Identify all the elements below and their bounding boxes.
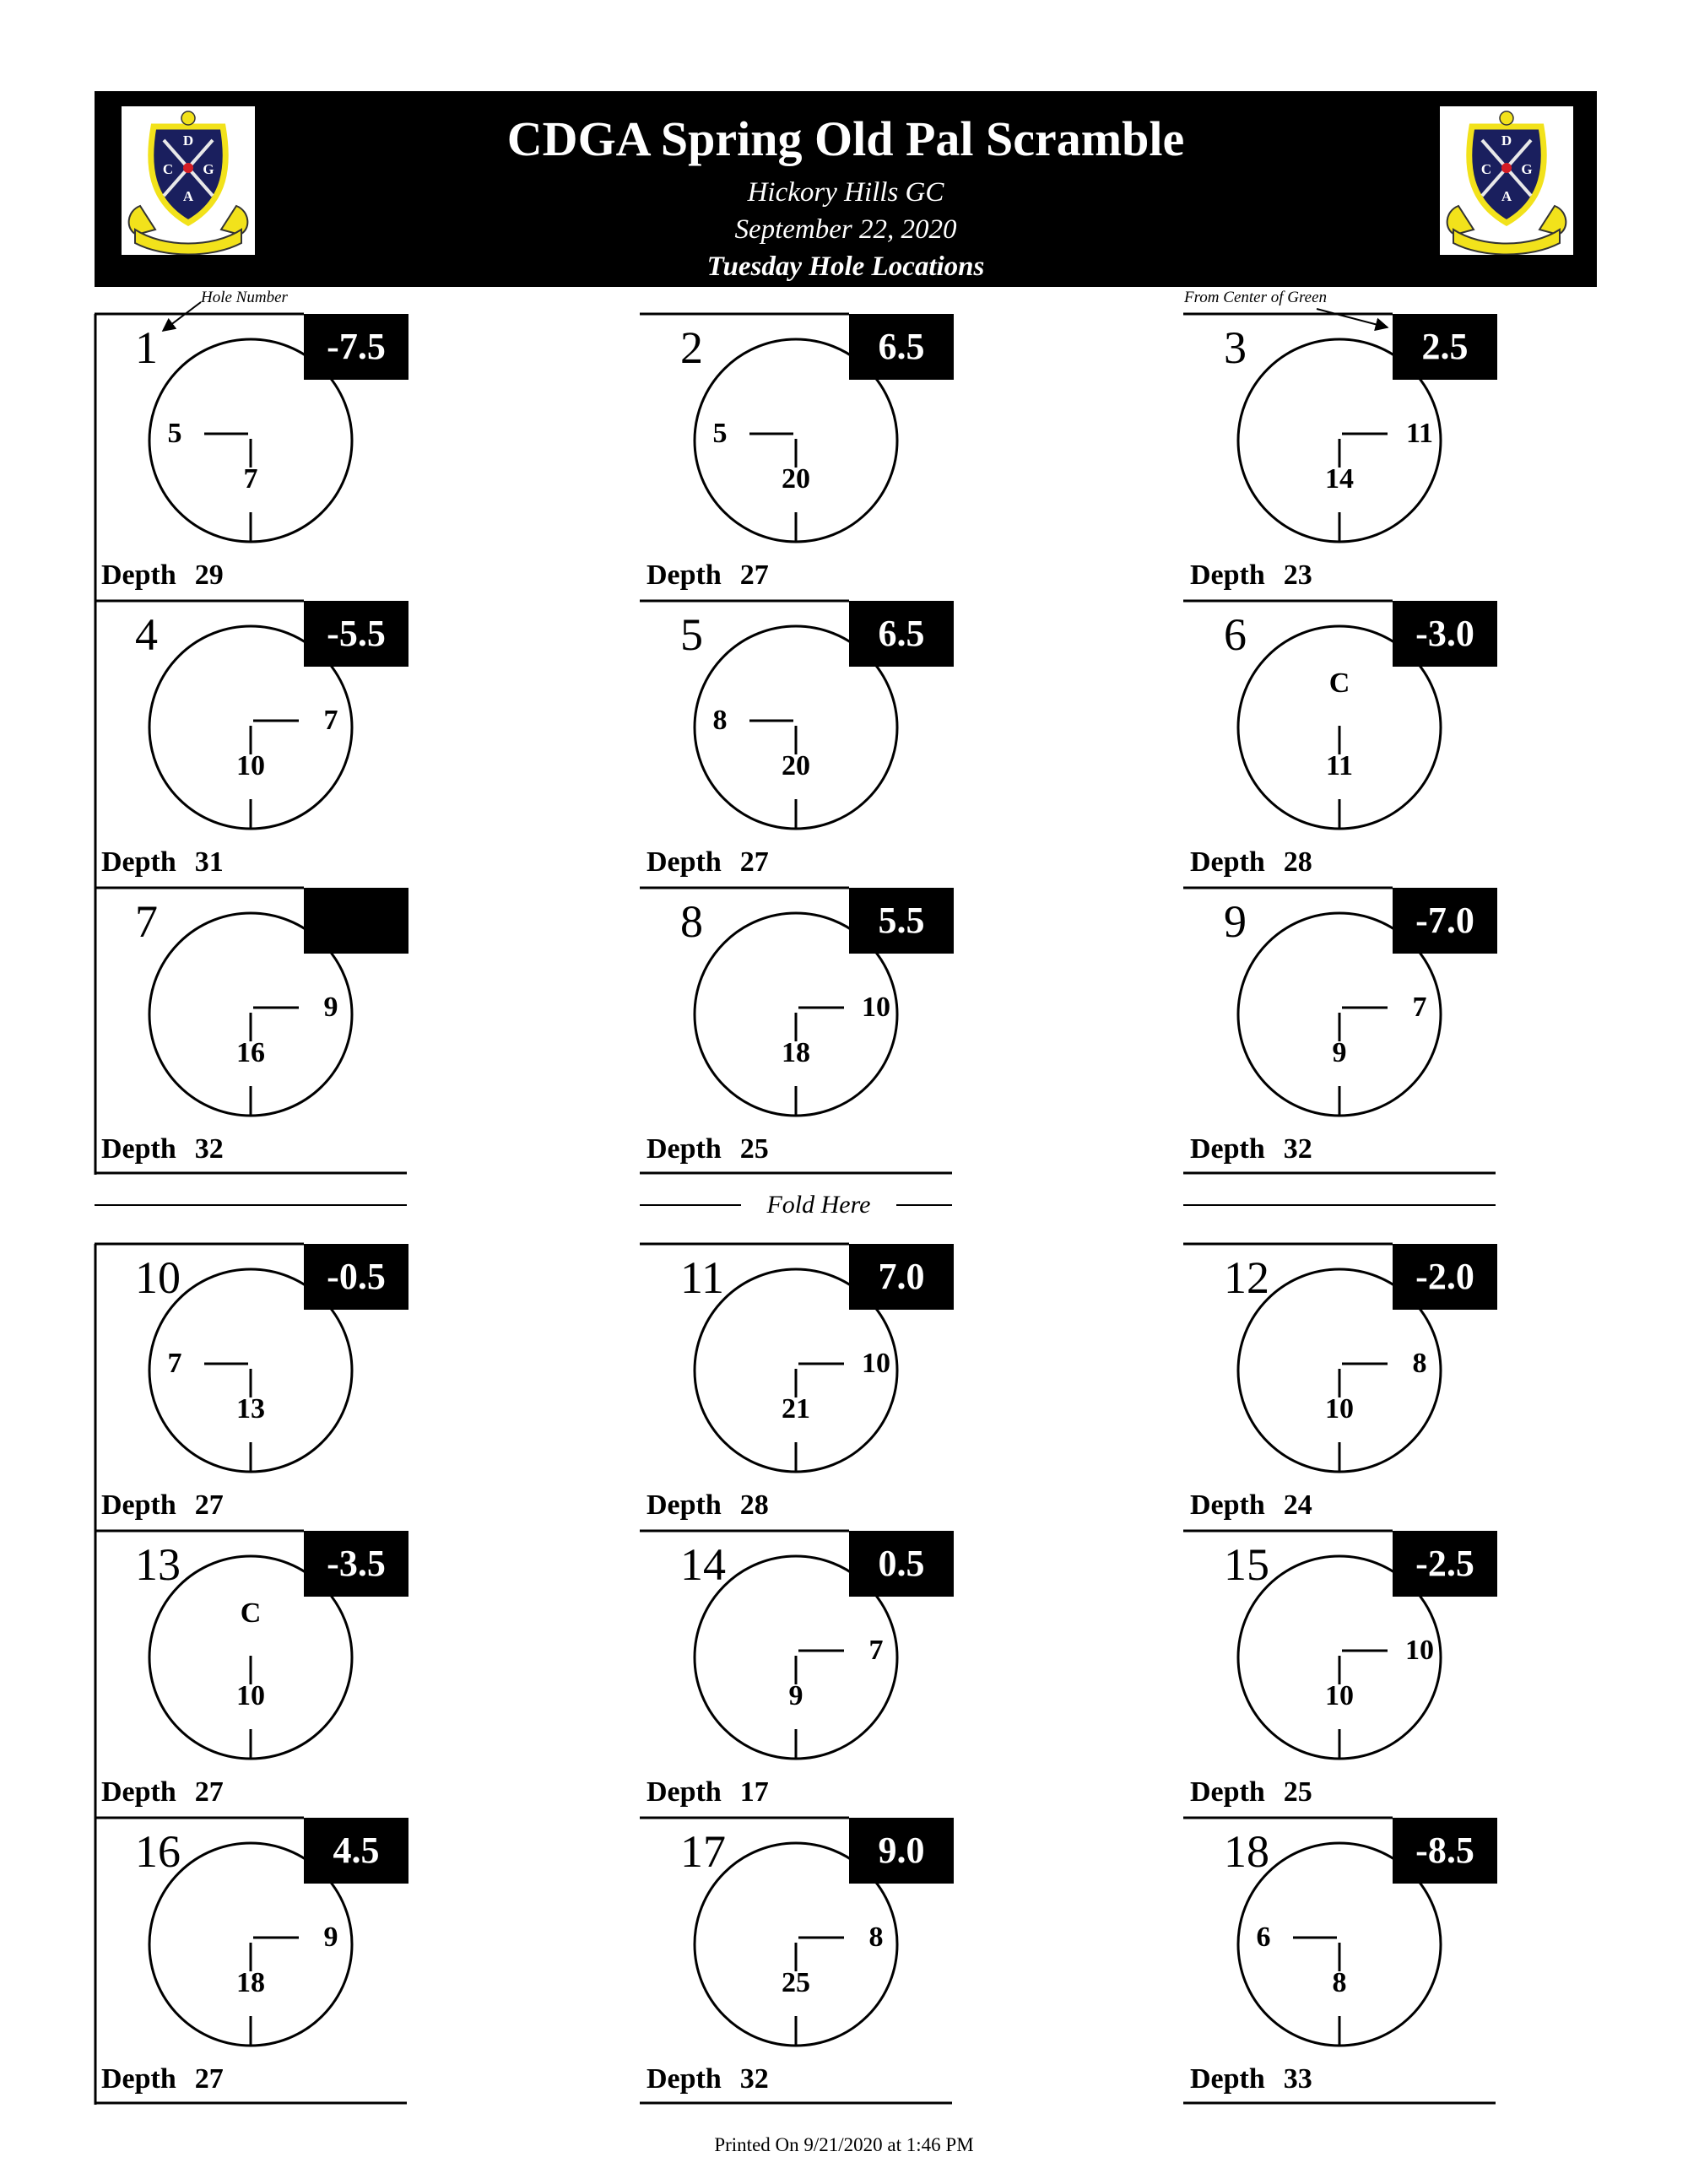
pin-down-value: 10 <box>236 1680 265 1711</box>
hole-number: 13 <box>135 1539 181 1590</box>
yardage-box: -8.5 <box>1393 1818 1497 1884</box>
hole-number: 11 <box>680 1252 724 1303</box>
depth-value: 27 <box>194 2063 224 2095</box>
hole-card <box>95 888 407 1175</box>
hole-number: 1 <box>135 322 158 373</box>
yardage-box: -3.5 <box>304 1531 408 1597</box>
yardage-box: 0.5 <box>849 1531 954 1597</box>
hole-number: 7 <box>135 896 158 947</box>
yardage-box: 9.0 <box>849 1818 954 1884</box>
depth-label: Depth <box>647 1489 722 1521</box>
yardage-box: 2.5 <box>1393 314 1497 380</box>
hole-number: 10 <box>135 1252 181 1303</box>
depth-value: 32 <box>1283 1133 1312 1165</box>
hole-card <box>1183 1818 1496 2105</box>
hole-number: 17 <box>680 1826 726 1877</box>
pin-side-value: 9 <box>323 992 338 1023</box>
hole-number: 15 <box>1224 1539 1269 1590</box>
depth-row <box>1190 1133 1312 1166</box>
depth-row <box>647 559 769 592</box>
yardage-box: 5.5 <box>849 888 954 954</box>
pin-down-value: 9 <box>1332 1037 1347 1068</box>
pin-side-value: 7 <box>167 1348 182 1379</box>
pin-down-value: 20 <box>782 463 810 495</box>
pin-side-value: C <box>240 1597 262 1629</box>
yardage-box: 6.5 <box>849 601 954 667</box>
depth-label: Depth <box>1190 560 1265 591</box>
hole-number: 5 <box>680 609 703 660</box>
hole-card <box>640 1818 952 2105</box>
hole-number: 3 <box>1224 322 1247 373</box>
event-date: September 22, 2020 <box>734 214 957 245</box>
page-subtitle: Tuesday Hole Locations <box>706 251 985 282</box>
depth-row <box>101 2062 224 2096</box>
pin-side-value: 5 <box>167 418 182 449</box>
yardage-box: 6.5 <box>849 314 954 380</box>
hole-number: 8 <box>680 896 703 947</box>
depth-label: Depth <box>101 1133 176 1165</box>
pin-down-value: 16 <box>236 1037 265 1068</box>
hole-card <box>640 601 952 888</box>
course-name: Hickory Hills GC <box>747 177 944 208</box>
depth-label: Depth <box>1190 1133 1265 1165</box>
hole-number: 4 <box>135 609 158 660</box>
hole-card <box>640 888 952 1175</box>
depth-label: Depth <box>1190 846 1265 878</box>
depth-label: Depth <box>101 2063 176 2095</box>
depth-value: 33 <box>1283 2063 1312 2095</box>
pin-down-value: 11 <box>1325 750 1354 781</box>
pin-side-value: 8 <box>712 705 728 736</box>
yardage-box: 4.5 <box>304 1818 408 1884</box>
yardage-box: -5.5 <box>304 601 408 667</box>
depth-label: Depth <box>101 560 176 591</box>
fold-here-label: Fold Here <box>766 1191 871 1219</box>
pin-side-value: 10 <box>862 992 890 1023</box>
depth-label: Depth <box>647 1133 722 1165</box>
hole-number: 16 <box>135 1826 181 1877</box>
hole-number: 6 <box>1224 609 1247 660</box>
pin-side-value: 11 <box>1405 418 1434 449</box>
depth-row <box>101 1489 224 1522</box>
hole-number: 18 <box>1224 1826 1269 1877</box>
depth-value: 31 <box>194 846 224 878</box>
yardage-box: 7.0 <box>849 1244 954 1310</box>
depth-value: 32 <box>194 1133 224 1165</box>
pin-side-value: 10 <box>862 1348 890 1379</box>
from-center-note: From Center of Green <box>1184 289 1328 306</box>
yardage-box: -7.0 <box>1393 888 1497 954</box>
svg-text:G: G <box>1521 161 1533 177</box>
depth-row <box>101 559 224 592</box>
svg-text:A: A <box>182 188 194 204</box>
depth-value: 27 <box>739 846 769 878</box>
page-title: CDGA Spring Old Pal Scramble <box>506 111 1185 166</box>
depth-label: Depth <box>101 846 176 878</box>
pin-side-value: 7 <box>868 1635 884 1666</box>
depth-value: 24 <box>1283 1489 1312 1521</box>
svg-text:G: G <box>203 161 214 177</box>
yardage-box: -7.5 <box>304 314 408 380</box>
hole-number: 12 <box>1224 1252 1269 1303</box>
svg-text:A: A <box>1501 188 1512 204</box>
svg-text:C: C <box>162 161 174 177</box>
depth-row <box>647 2062 769 2096</box>
depth-row <box>1190 559 1312 592</box>
pin-side-value: 9 <box>323 1922 338 1953</box>
pin-down-value: 8 <box>1332 1967 1347 1998</box>
depth-value: 17 <box>739 1776 769 1808</box>
pin-down-value: 20 <box>782 750 810 781</box>
hole-card <box>1183 888 1496 1175</box>
depth-label: Depth <box>647 560 722 591</box>
hole-card <box>640 1531 952 1818</box>
depth-row <box>647 1133 769 1166</box>
depth-row <box>1190 2062 1312 2096</box>
hole-number: 9 <box>1224 896 1247 947</box>
hole-card <box>95 601 407 888</box>
yardage-box: -3.0 <box>1393 601 1497 667</box>
hole-card <box>1183 1531 1496 1818</box>
pin-side-value: 8 <box>1412 1348 1427 1379</box>
depth-value: 28 <box>739 1489 769 1521</box>
depth-label: Depth <box>1190 2063 1265 2095</box>
depth-row <box>1190 846 1312 879</box>
pin-down-value: 10 <box>236 750 265 781</box>
depth-label: Depth <box>647 1776 722 1808</box>
svg-text:D: D <box>182 132 194 149</box>
pin-down-value: 18 <box>782 1037 810 1068</box>
depth-value: 32 <box>739 2063 769 2095</box>
svg-text:D: D <box>1501 132 1512 149</box>
pin-down-value: 13 <box>236 1393 265 1424</box>
depth-row <box>101 1133 224 1166</box>
depth-label: Depth <box>647 846 722 878</box>
hole-card <box>95 314 407 601</box>
pin-down-value: 10 <box>1325 1393 1354 1424</box>
depth-label: Depth <box>1190 1489 1265 1521</box>
depth-row <box>1190 1776 1312 1809</box>
depth-row <box>647 1776 769 1809</box>
hole-card <box>1183 314 1496 601</box>
pin-down-value: 14 <box>1325 463 1354 495</box>
hole-card <box>640 314 952 601</box>
pin-down-value: 21 <box>782 1393 810 1424</box>
depth-value: 27 <box>194 1776 224 1808</box>
yardage-box <box>304 888 408 954</box>
depth-label: Depth <box>101 1489 176 1521</box>
hole-card <box>95 1531 407 1818</box>
depth-value: 27 <box>739 560 769 591</box>
hole-number: 2 <box>680 322 703 373</box>
yardage-box: -2.5 <box>1393 1531 1497 1597</box>
depth-row <box>647 846 769 879</box>
pin-side-value: 5 <box>712 418 728 449</box>
depth-value: 27 <box>194 1489 224 1521</box>
depth-label: Depth <box>1190 1776 1265 1808</box>
depth-label: Depth <box>101 1776 176 1808</box>
pin-down-value: 10 <box>1325 1680 1354 1711</box>
pin-side-value: 6 <box>1256 1922 1271 1953</box>
pin-side-value: 8 <box>868 1922 884 1953</box>
depth-value: 25 <box>1283 1776 1312 1808</box>
depth-value: 23 <box>1283 560 1312 591</box>
printed-on-footer: Printed On 9/21/2020 at 1:46 PM <box>714 2134 974 2155</box>
yardage-box: -0.5 <box>304 1244 408 1310</box>
depth-row <box>101 1776 224 1809</box>
pin-side-value: 7 <box>323 705 338 736</box>
hole-number-note: Hole Number <box>201 289 288 306</box>
pin-down-value: 18 <box>236 1967 265 1998</box>
pin-down-value: 25 <box>782 1967 810 1998</box>
pin-side-value: 10 <box>1405 1635 1434 1666</box>
hole-number: 14 <box>680 1539 726 1590</box>
depth-value: 25 <box>739 1133 769 1165</box>
depth-row <box>1190 1489 1312 1522</box>
yardage-box: -2.0 <box>1393 1244 1497 1310</box>
pin-side-value: C <box>1328 668 1350 699</box>
depth-row <box>647 1489 769 1522</box>
depth-value: 29 <box>194 560 224 591</box>
hole-card <box>95 1244 407 1531</box>
hole-card <box>1183 1244 1496 1531</box>
depth-row <box>101 846 224 879</box>
pin-down-value: 9 <box>788 1680 803 1711</box>
depth-label: Depth <box>647 2063 722 2095</box>
hole-card <box>640 1244 952 1531</box>
svg-text:C: C <box>1480 161 1492 177</box>
hole-card <box>1183 601 1496 888</box>
pin-down-value: 7 <box>243 463 258 495</box>
pin-side-value: 7 <box>1412 992 1427 1023</box>
hole-card <box>95 1818 407 2105</box>
depth-value: 28 <box>1283 846 1312 878</box>
